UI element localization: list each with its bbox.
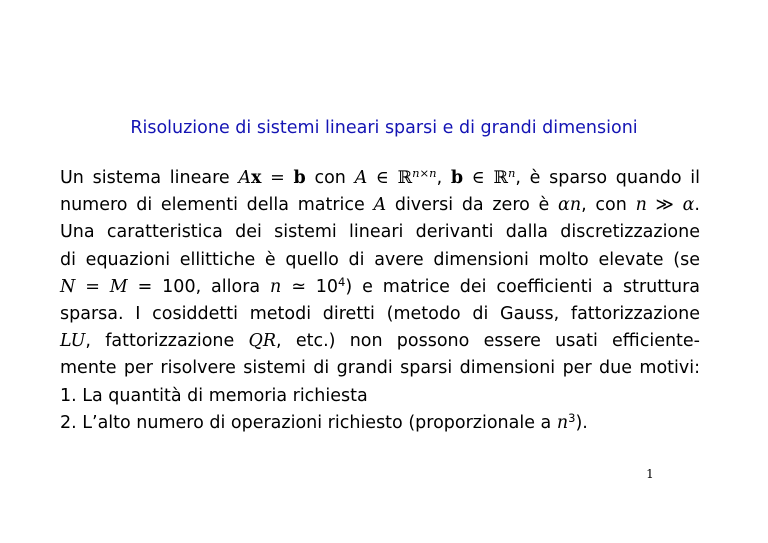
text-line-8	[60, 355, 700, 382]
text-fragment: , fattorizzazione	[85, 331, 249, 352]
math-symbol: α	[682, 195, 695, 216]
text-line-3	[60, 219, 700, 246]
math-symbol: ≫	[646, 195, 683, 216]
text-fragment: Un sistema lineare	[60, 168, 239, 188]
math-superscript: 3	[568, 410, 576, 425]
text-fragment: , con	[581, 195, 636, 216]
slide-title: Risoluzione di sistemi lineari sparsi e di grandi dimensioni	[130, 118, 638, 138]
math-superscript: n	[507, 166, 516, 180]
list-item-2	[60, 410, 700, 437]
text-fragment: , etc.) non possono essere usati efficiente-	[276, 331, 700, 352]
slide-body	[60, 165, 700, 437]
text-fragment: con	[305, 168, 355, 188]
math-symbol: n	[556, 412, 569, 433]
math-symbol: n	[270, 276, 282, 297]
text-fragment: di equazioni ellittiche è quello di avere dimensioni molto elevate (se	[60, 249, 700, 270]
math-symbol: M	[109, 276, 128, 297]
page-number: 1	[646, 467, 654, 481]
text-fragment: .	[694, 195, 700, 216]
math-symbol: A	[354, 168, 368, 188]
math-symbol: b	[293, 168, 306, 188]
math-symbol: =	[75, 276, 110, 297]
text-line-1	[60, 165, 700, 192]
math-symbol: QR	[248, 331, 277, 352]
text-fragment: , è sparso quando il	[515, 168, 701, 188]
math-symbol: b	[450, 168, 464, 188]
math-superscript: n×n	[412, 166, 437, 180]
text-fragment: ) e matrice dei coefficienti a struttura	[345, 276, 700, 297]
text-fragment: 2. L’alto numero di operazioni richiesto (proporzionale a	[60, 412, 557, 433]
list-item-1	[60, 383, 700, 410]
text-fragment: = 100, allora	[127, 276, 271, 297]
math-symbol: ∈ ℝ	[463, 168, 508, 188]
math-symbol: LU	[60, 331, 86, 352]
math-symbol: A	[373, 195, 387, 216]
text-fragment: diversi da zero è	[386, 195, 559, 216]
text-fragment: ≃ 10	[281, 276, 339, 297]
text-line-4	[60, 247, 700, 274]
math-superscript: 4	[338, 274, 346, 289]
text-fragment: mente per risolvere sistemi di grandi sparsi dimensioni per due motivi:	[60, 358, 700, 379]
math-symbol: N	[60, 276, 76, 297]
text-line-2	[60, 192, 700, 219]
math-symbol: A	[238, 168, 252, 188]
text-fragment: ).	[575, 412, 588, 433]
text-fragment: Una caratteristica dei sistemi lineari derivanti dalla discretizzazione	[60, 222, 700, 243]
text-fragment: ,	[436, 168, 451, 188]
math-symbol: x	[251, 168, 262, 188]
text-fragment: sparsa. I cosiddetti metodi diretti (metodo di Gauss, fattorizzazione	[60, 303, 700, 324]
math-symbol: ∈ ℝ	[367, 168, 413, 188]
text-fragment: numero di elementi della matrice	[60, 195, 374, 216]
text-fragment: 1. La quantità di memoria richiesta	[60, 385, 368, 406]
math-symbol: =	[261, 168, 294, 188]
text-line-5	[60, 274, 700, 301]
math-symbol: n	[635, 195, 647, 216]
text-line-7	[60, 328, 700, 355]
text-line-6	[60, 301, 700, 328]
math-symbol: αn	[558, 195, 582, 216]
